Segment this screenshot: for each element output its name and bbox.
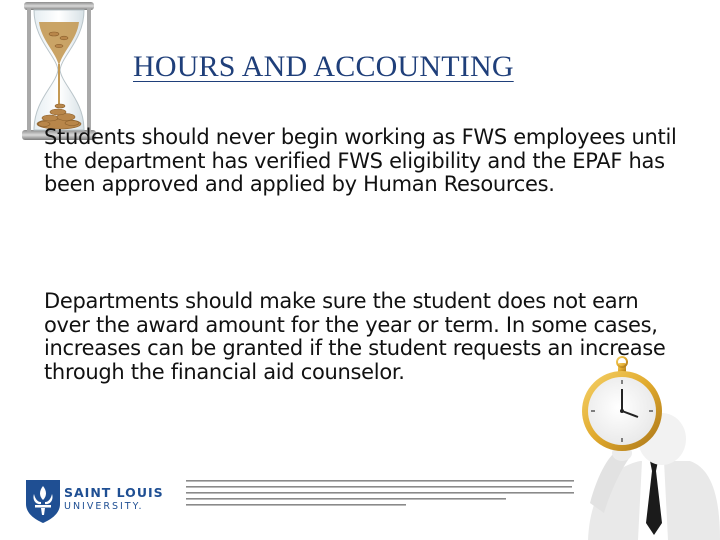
paragraph-award-amount: Departments should make sure the student does not earn over the award amount for the year or term. In some cases, increases can be granted if the student requests an increase through the financial aid counselor.	[44, 289, 666, 384]
clock-icon	[582, 357, 662, 451]
businessman-holding-clock-icon	[580, 353, 720, 540]
image-source-fine-print	[186, 478, 576, 506]
logo-line-2: UNIVERSITY.	[64, 501, 144, 512]
hourglass-with-coins-icon	[14, 0, 104, 142]
slide-title: HOURS AND ACCOUNTING	[133, 50, 514, 83]
paragraph-fws-eligibility: Students should never begin working as FWS employees until the department has verified FWS eligibility and the EPAF has been approved and applied by Human Resources.	[44, 125, 677, 196]
logo-line-1: SAINT LOUIS	[64, 485, 164, 500]
university-logo-text	[64, 486, 164, 513]
